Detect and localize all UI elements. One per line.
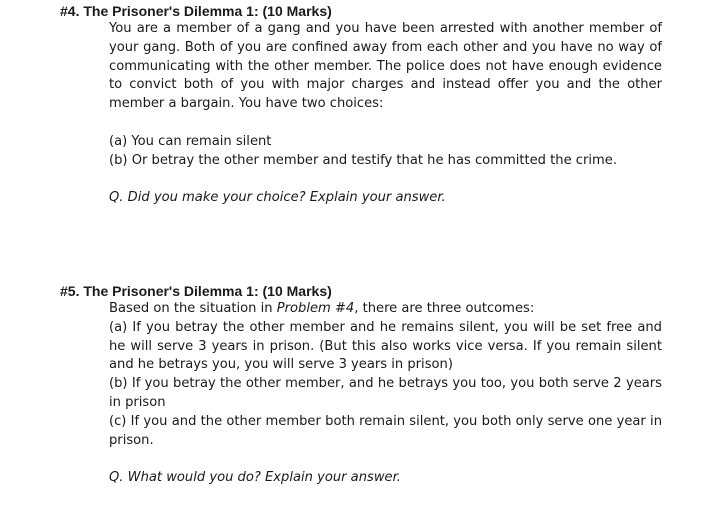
problem-5-intro-end: , there are three outcomes: <box>354 301 535 316</box>
problem-4-option-a: (a) You can remain silent <box>109 133 272 149</box>
problem-4-question: Q. Did you make your choice? Explain your answer. <box>109 190 446 206</box>
spacer <box>109 170 662 189</box>
problem-5-outcome-b: (b) If you betray the other member, and he betrays you too, you both serve 2 years in prison <box>109 376 662 410</box>
problem-4-heading: #4. The Prisoner's Dilemma 1: (10 Marks) <box>60 3 332 19</box>
problem-5-question: Q. What would you do? Explain your answer. <box>109 470 401 486</box>
problem-4-intro: You are a member of a gang and you have been arrested with another member of your gang. Both of you are confined away from each other and you have no way of communicating with the other member. The police does not have enough evidence to convict both of you with major charges and instead offer you and the other member a bargain. You have two choices: <box>109 21 662 112</box>
problem-5-intro <box>109 300 662 319</box>
problem-5-outcome-c: (c) If you and the other member both remain silent, you both only serve one year in prison. <box>109 413 662 448</box>
problem-5-body <box>109 300 662 488</box>
problem-5-heading: #5. The Prisoner's Dilemma 1: (10 Marks) <box>60 283 332 299</box>
problem-5-intro-start: Based on the situation in <box>109 301 277 316</box>
problem-5 <box>0 282 725 488</box>
problem-reference: Problem #4 <box>276 301 355 316</box>
spacer <box>109 114 662 133</box>
spacer <box>109 450 662 469</box>
problem-5-outcome-a: (a) If you betray the other member and he remains silent, you will be set free and he will serve 3 years in prison. (But this also works vice versa. If you remain silent and he betrays you, you will serve 3 years in prison) <box>109 319 662 373</box>
problem-4-body <box>109 20 662 208</box>
problem-4 <box>0 2 725 208</box>
problem-4-option-b: (b) Or betray the other member and testify that he has committed the crime. <box>109 152 617 168</box>
